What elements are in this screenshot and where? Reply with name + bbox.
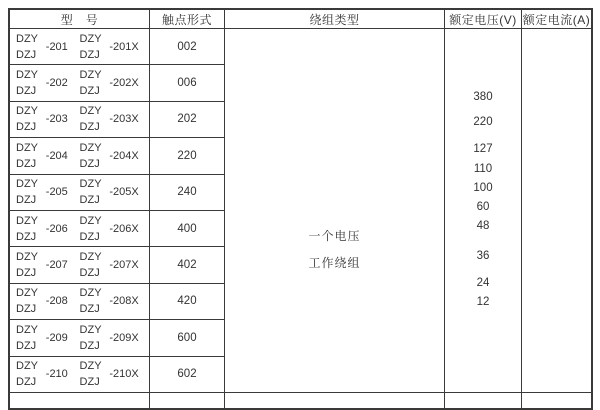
series-dzj: DZJ xyxy=(79,121,100,134)
table-row-model xyxy=(10,102,150,138)
series-dzj: DZJ xyxy=(79,303,100,316)
series-dzj: DZJ xyxy=(16,194,37,207)
series-dzy: DZY xyxy=(79,178,102,191)
series-dzy: DZY xyxy=(79,69,102,82)
series-stack-left xyxy=(16,69,44,97)
model-code-x: -210X xyxy=(109,368,139,381)
series-stack-right xyxy=(80,251,108,279)
model-code-x: -201X xyxy=(109,40,139,53)
winding-type-line: 工作绕组 xyxy=(308,256,361,270)
contact-form-value: 002 xyxy=(150,29,225,65)
table-row-model xyxy=(10,211,150,247)
rated-voltage-value: 12 xyxy=(476,296,490,308)
series-stack-right xyxy=(80,105,108,133)
model-code-x: -209X xyxy=(109,331,139,344)
series-dzy: DZY xyxy=(79,141,102,154)
series-stack-right xyxy=(80,215,108,243)
model-code-x: -207X xyxy=(109,259,139,272)
spec-table xyxy=(8,8,593,410)
partial-row-model-cell xyxy=(10,393,150,408)
winding-type-line: 一个电压 xyxy=(308,229,361,243)
series-dzy: DZY xyxy=(16,251,38,264)
series-stack-left xyxy=(16,33,44,61)
header-rated-current: 额定电流(A) xyxy=(522,10,591,29)
series-stack-left xyxy=(16,105,44,133)
rated-voltage-value: 127 xyxy=(473,143,493,155)
header-model: 型 号 xyxy=(10,10,150,29)
series-dzy: DZY xyxy=(79,287,102,300)
model-code-x: -204X xyxy=(109,149,139,162)
model-code: -208 xyxy=(45,295,68,308)
table-row-model xyxy=(10,65,150,101)
model-code: -210 xyxy=(45,368,68,381)
contact-form-value: 602 xyxy=(150,357,225,393)
rated-voltage-value: 110 xyxy=(473,163,493,175)
series-dzj: DZJ xyxy=(79,267,100,280)
series-dzy: DZY xyxy=(16,105,38,118)
series-dzj: DZJ xyxy=(16,157,37,170)
winding-type-cell xyxy=(225,29,445,393)
header-rated-voltage: 额定电压(V) xyxy=(445,10,522,29)
rated-current-cell xyxy=(522,29,591,393)
model-code: -204 xyxy=(45,149,68,162)
series-dzj: DZJ xyxy=(79,230,100,243)
model-code-x: -203X xyxy=(109,113,139,126)
series-stack-left xyxy=(16,360,44,388)
header-contact-form: 触点形式 xyxy=(150,10,225,29)
rated-voltage-value: 48 xyxy=(476,220,490,232)
series-dzj: DZJ xyxy=(79,339,100,352)
model-code: -201 xyxy=(45,40,68,53)
rated-voltage-value: 36 xyxy=(476,250,490,262)
model-code: -203 xyxy=(45,113,68,126)
contact-form-value: 240 xyxy=(150,175,225,211)
contact-form-value: 006 xyxy=(150,65,225,101)
series-stack-right xyxy=(80,360,108,388)
table-row-model xyxy=(10,247,150,283)
contact-form-value: 402 xyxy=(150,247,225,283)
series-dzj: DZJ xyxy=(16,303,37,316)
model-code: -206 xyxy=(45,222,68,235)
model-code: -205 xyxy=(45,186,68,199)
series-dzj: DZJ xyxy=(16,376,37,389)
model-code: -209 xyxy=(45,331,68,344)
series-dzy: DZY xyxy=(79,105,102,118)
series-stack-right xyxy=(80,178,108,206)
series-dzy: DZY xyxy=(79,323,102,336)
series-dzj: DZJ xyxy=(16,230,37,243)
partial-row-current-cell xyxy=(522,393,591,408)
series-dzy: DZY xyxy=(79,32,102,45)
rated-voltage-value: 100 xyxy=(473,182,493,194)
series-dzy: DZY xyxy=(16,178,38,191)
series-dzy: DZY xyxy=(16,32,38,45)
rated-voltage-value: 24 xyxy=(476,277,490,289)
contact-form-value: 400 xyxy=(150,211,225,247)
series-stack-left xyxy=(16,215,44,243)
series-dzj: DZJ xyxy=(16,48,37,61)
series-dzj: DZJ xyxy=(79,85,100,98)
rated-voltage-value: 380 xyxy=(473,91,493,103)
series-stack-left xyxy=(16,178,44,206)
series-dzj: DZJ xyxy=(16,267,37,280)
model-code-x: -205X xyxy=(109,186,139,199)
partial-row-contact-cell xyxy=(150,393,225,408)
contact-form-value: 600 xyxy=(150,320,225,356)
table-row-model xyxy=(10,284,150,320)
series-stack-left xyxy=(16,251,44,279)
series-dzj: DZJ xyxy=(79,376,100,389)
series-stack-right xyxy=(80,287,108,315)
series-dzj: DZJ xyxy=(79,194,100,207)
table-row-model xyxy=(10,357,150,393)
series-stack-right xyxy=(80,69,108,97)
series-dzy: DZY xyxy=(16,323,38,336)
series-dzy: DZY xyxy=(16,360,38,373)
series-stack-right xyxy=(80,324,108,352)
series-stack-right xyxy=(80,142,108,170)
series-dzy: DZY xyxy=(79,214,102,227)
series-stack-left xyxy=(16,142,44,170)
series-dzj: DZJ xyxy=(79,48,100,61)
series-dzj: DZJ xyxy=(79,157,100,170)
model-code: -207 xyxy=(45,259,68,272)
rated-voltage-cell xyxy=(445,29,522,393)
model-code: -202 xyxy=(45,77,68,90)
series-dzj: DZJ xyxy=(16,121,37,134)
table-row-model xyxy=(10,138,150,174)
series-dzj: DZJ xyxy=(16,85,37,98)
header-winding-type: 绕组类型 xyxy=(225,10,445,29)
series-dzj: DZJ xyxy=(16,339,37,352)
model-code-x: -202X xyxy=(109,77,139,90)
contact-form-value: 420 xyxy=(150,284,225,320)
series-dzy: DZY xyxy=(16,287,38,300)
model-code-x: -206X xyxy=(109,222,139,235)
partial-row-winding-cell xyxy=(225,393,445,408)
contact-form-value: 220 xyxy=(150,138,225,174)
table-row-model xyxy=(10,29,150,65)
series-dzy: DZY xyxy=(16,214,38,227)
partial-row-voltage-cell xyxy=(445,393,522,408)
series-dzy: DZY xyxy=(79,251,102,264)
series-dzy: DZY xyxy=(16,141,38,154)
model-code-x: -208X xyxy=(109,295,139,308)
series-dzy: DZY xyxy=(16,69,38,82)
table-row-model xyxy=(10,320,150,356)
series-stack-right xyxy=(80,33,108,61)
series-stack-left xyxy=(16,324,44,352)
series-dzy: DZY xyxy=(79,360,102,373)
table-row-model xyxy=(10,175,150,211)
rated-voltage-value: 220 xyxy=(473,116,493,128)
series-stack-left xyxy=(16,287,44,315)
rated-voltage-value: 60 xyxy=(476,201,490,213)
contact-form-value: 202 xyxy=(150,102,225,138)
